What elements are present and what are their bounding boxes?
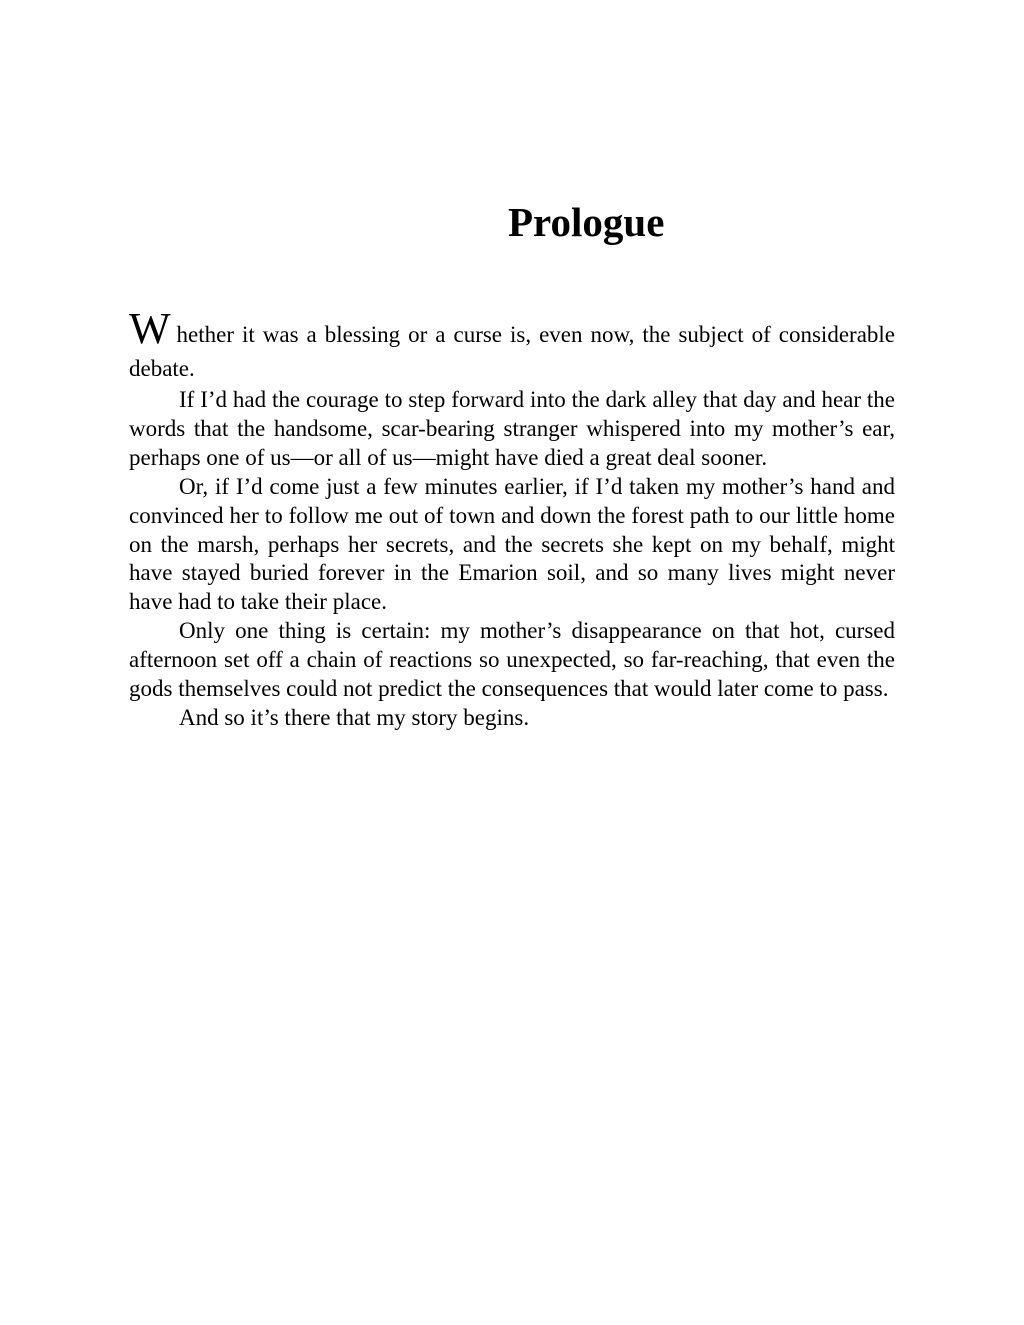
paragraph-1-text: hether it was a blessing or a curse is, even now, the subject of considerable debate. [129, 322, 895, 381]
paragraph-1 [129, 304, 895, 386]
drop-cap: W [129, 304, 171, 353]
paragraph-2: If I’d had the courage to step forward into the dark alley that day and hear the words that the handsome, scar-bearing stranger whispered into my mother’s ear, perhaps one of us—or all of us—might have died a great deal sooner. [129, 387, 895, 470]
chapter-body [129, 301, 895, 733]
paragraph-4: Only one thing is certain: my mother’s disappearance on that hot, cursed afternoon set off a chain of reactions so unexpected, so far-reaching, that even the gods themselves could not predict the consequences that would later come to pass. [129, 618, 895, 702]
paragraph-5: And so it’s there that my story begins. [179, 704, 530, 730]
paragraph-3: Or, if I’d come just a few minutes earlier, if I’d taken my mother’s hand and convinced her to follow me out of town and down the forest path to our little home on the marsh, perhaps her secrets, and the secrets she kept on my behalf, might have stayed buried forever in the Emarion soil, and so many lives might never have had to take their place. [129, 473, 895, 615]
chapter-title: Prologue [508, 199, 665, 245]
